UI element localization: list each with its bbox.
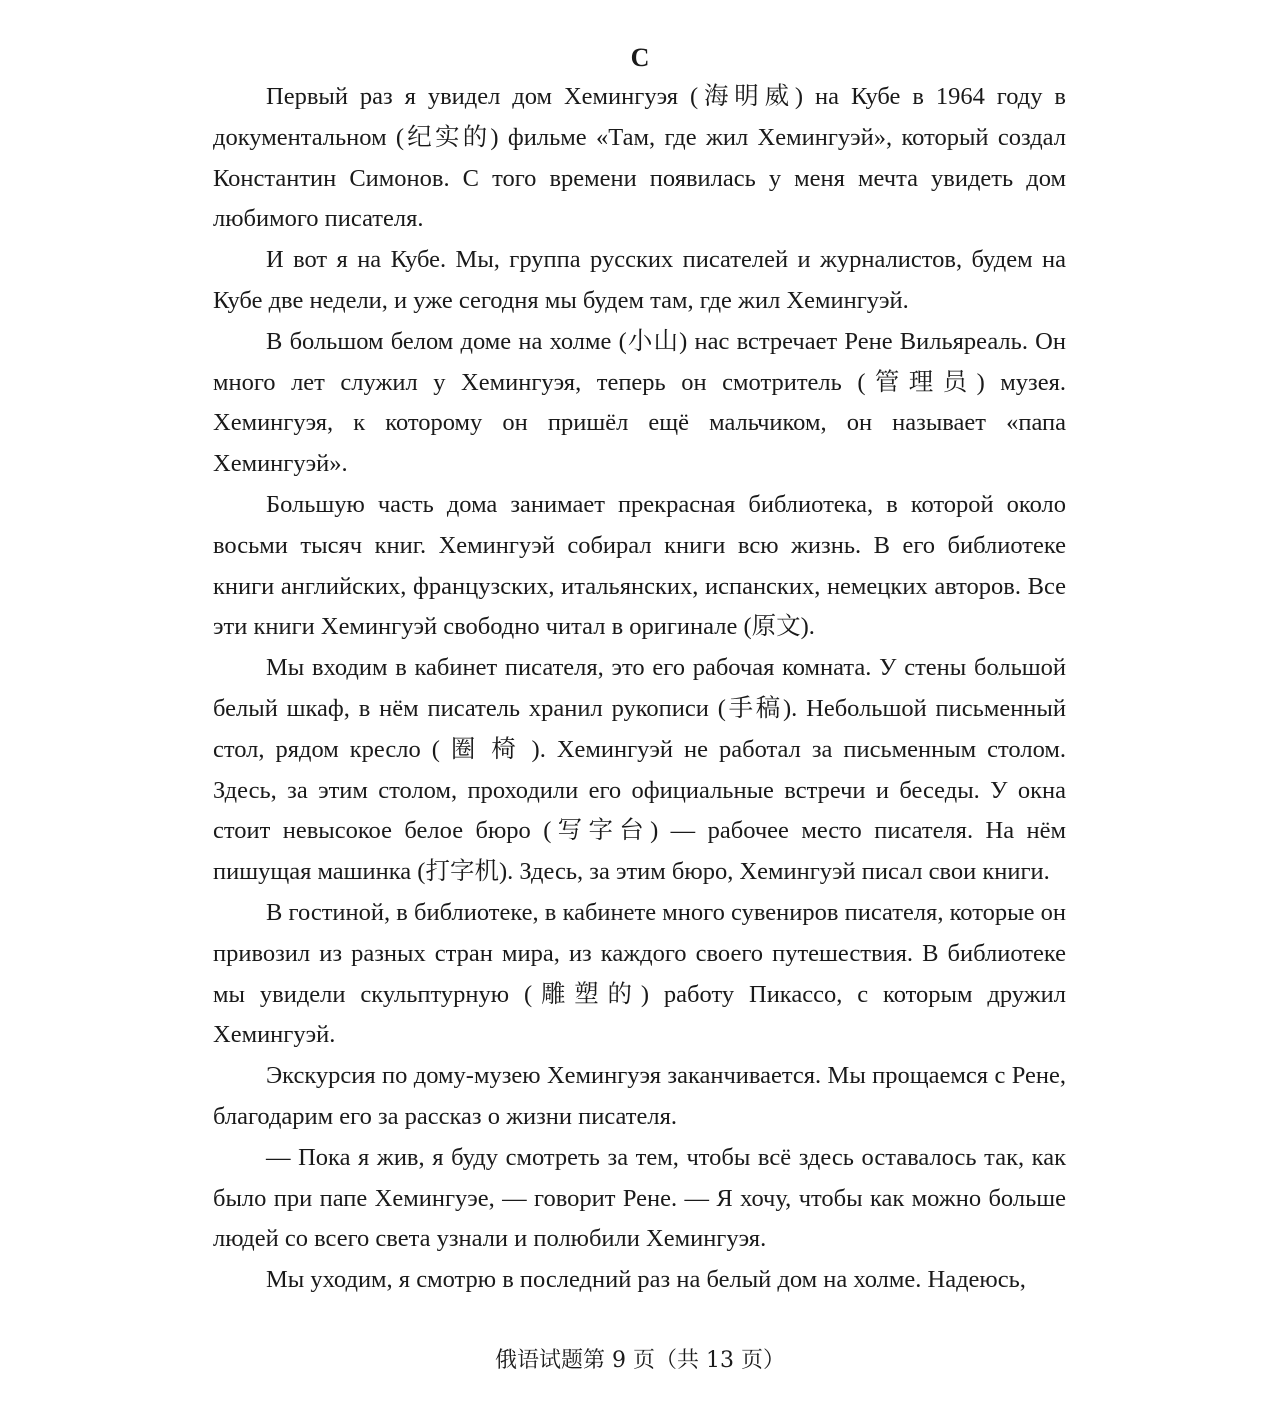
page-footer: 俄语试题第 9 页（共 13 页）: [495, 1348, 785, 1373]
paragraph-1: Первый раз я увидел дом Хемингуэя (海明威) на Кубе в 1964 году в документальном (纪实的) фильме «Там, где жил Хемингуэй», который создал Константин Симонов. С того времени появилась у меня мечта увидеть дом любимого писателя.: [213, 83, 1066, 233]
paragraph-5: Мы входим в кабинет писателя, это его рабочая комната. У стены большой белый шкаф, в нём писатель хранил рукописи (手稿). Небольшой письменный стол, рядом кресло ( 圈 椅 ). Хемингуэй не работал за письменным столом. Здесь, за этим столом, проходили его официальные встречи и беседы. У окна стоит невысокое белое бюро (写字台) — рабочее место писателя. На нём пишущая машинка (打字机). Здесь, за этим бюро, Хемингуэй писал свои книги.: [213, 654, 1066, 886]
paragraph-4: Большую часть дома занимает прекрасная библиотека, в которой около восьми тысяч книг. Хемингуэй собирал книги всю жизнь. В его библиотеке книги английских, французских, итальянских, испанских, немецких авторов. Все эти книги Хемингуэй свободно читал в оригинале (原文).: [213, 490, 1066, 641]
paragraph-7: Экскурсия по дому-музею Хемингуэя заканчивается. Мы прощаемся с Рене, благодарим его за рассказ о жизни писателя.: [213, 1062, 1066, 1130]
paragraph-6: В гостиной, в библиотеке, в кабинете много сувениров писателя, которые он привозил из разных стран мира, из каждого своего путешествия. В библиотеке мы увидели скульптурную (雕塑的) работу Пикассо, с которым дружил Хемингуэй.: [213, 898, 1066, 1049]
paragraph-9: Мы уходим, я смотрю в последний раз на белый дом на холме. Надеюсь,: [266, 1266, 1026, 1294]
paragraph-3: В большом белом доме на холме (小山) нас встречает Рене Вильяреаль. Он много лет служил у Хемингуэя, теперь он смотритель (管理员) музея. Хемингуэя, к которому он пришёл ещё мальчиком, он называет «папа Хемингуэй».: [213, 327, 1066, 478]
reading-passage: [213, 77, 1066, 1301]
section-heading: C: [630, 43, 650, 72]
paragraph-2: И вот я на Кубе. Мы, группа русских писателей и журналистов, будем на Кубе две недели, и уже сегодня мы будем там, где жил Хемингуэй.: [213, 246, 1066, 314]
paragraph-8: — Пока я жив, я буду смотреть за тем, чтобы всё здесь оставалось так, как было при папе Хемингуэе, — говорит Рене. — Я хочу, чтобы как можно больше людей со всего света узнали и полюбили Хемингуэя.: [213, 1143, 1066, 1253]
